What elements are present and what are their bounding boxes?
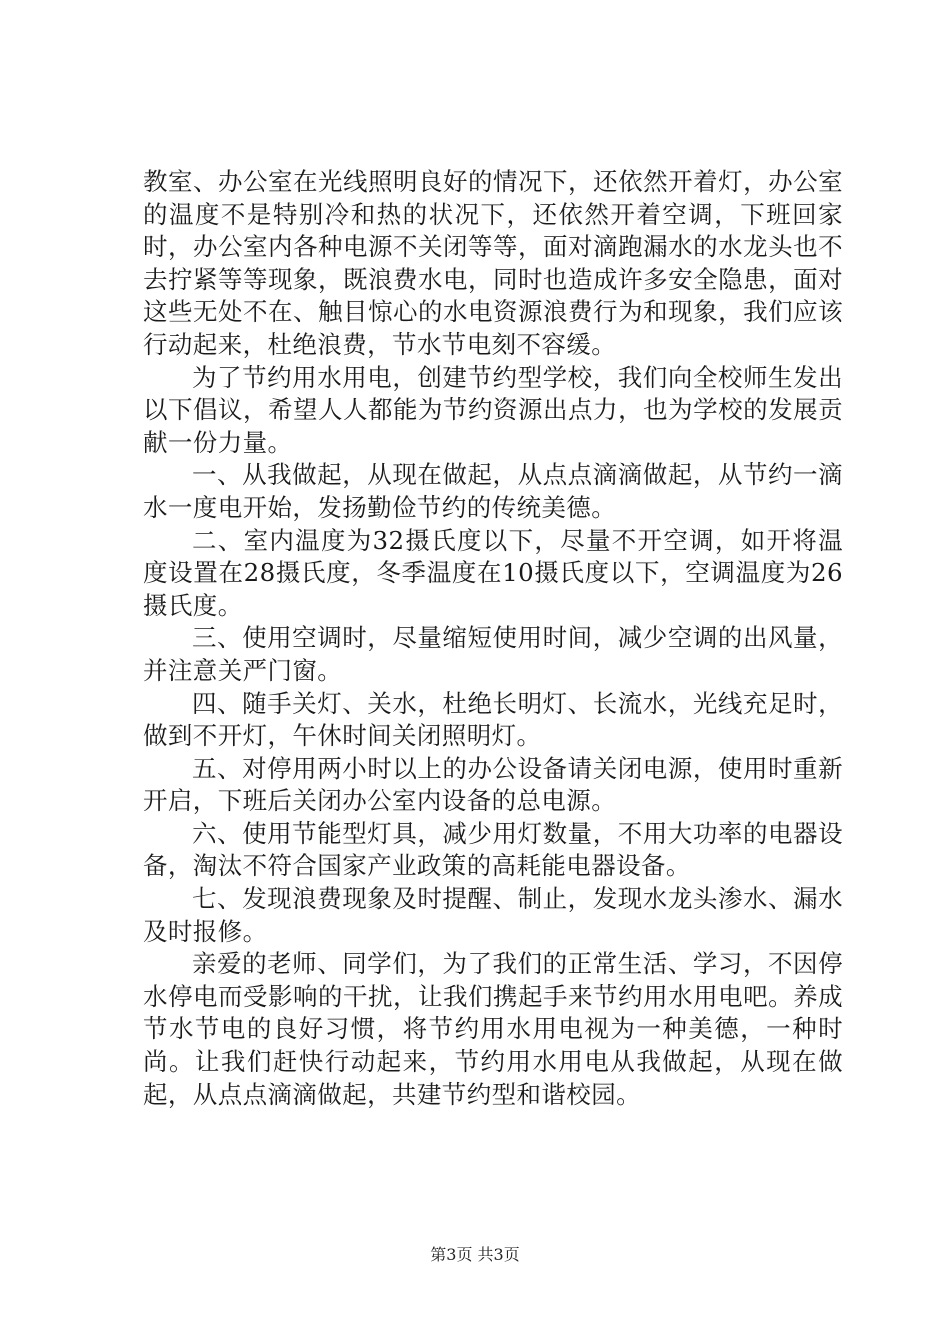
paragraph-item-7: 七、发现浪费现象及时提醒、制止，发现水龙头渗水、漏水及时报修。 — [143, 884, 843, 946]
document-body — [143, 166, 843, 1111]
paragraph-item-6: 六、使用节能型灯具，减少用灯数量，不用大功率的电器设备，淘汰不符合国家产业政策的高耗能电器设备。 — [143, 818, 843, 881]
paragraph-item-5: 五、对停用两小时以上的办公设备请关闭电源，使用时重新开启，下班后关闭办公室内设备的总电源。 — [143, 753, 843, 816]
paragraph-item-3: 三、使用空调时，尽量缩短使用时间，减少空调的出风量，并注意关严门窗。 — [143, 623, 843, 685]
paragraph-item-2: 二、室内温度为32摄氏度以下，尽量不开空调，如开将温度设置在28摄氏度，冬季温度在10摄氏度以下，空调温度为26摄氏度。 — [143, 525, 843, 620]
paragraph-closing: 亲爱的老师、同学们，为了我们的正常生活、学习，不因停水停电而受影响的干扰，让我们携起手来节约用水用电吧。养成节水节电的良好习惯，将节约用水用电视为一种美德，一种时尚。让我们赶快行动起来，节约用水用电从我做起，从现在做起，从点点滴滴做起，共建节约型和谐校园。 — [143, 949, 843, 1109]
paragraph-item-1: 一、从我做起，从现在做起，从点点滴滴做起，从节约一滴水一度电开始，发扬勤俭节约的传统美德。 — [143, 460, 843, 522]
page-number-footer: 第3页 共3页 — [430, 1245, 520, 1264]
paragraph-intro-continued: 教室、办公室在光线照明良好的情况下，还依然开着灯，办公室的温度不是特别冷和热的状况下，还依然开着空调，下班回家时，办公室内各种电源不关闭等等，面对滴跑漏水的水龙头也不去拧紧等等现象，既浪费水电，同时也造成许多安全隐患，面对这些无处不在、触目惊心的水电资源浪费行为和现象，我们应该行动起来，杜绝浪费，节水节电刻不容缓。 — [143, 167, 843, 359]
paragraph-proposal-intro: 为了节约用水用电，创建节约型学校，我们向全校师生发出以下倡议，希望人人都能为节约资源出点力，也为学校的发展贡献一份力量。 — [143, 362, 843, 457]
paragraph-item-4: 四、随手关灯、关水，杜绝长明灯、长流水，光线充足时，做到不开灯，午休时间关闭照明灯。 — [143, 688, 843, 751]
